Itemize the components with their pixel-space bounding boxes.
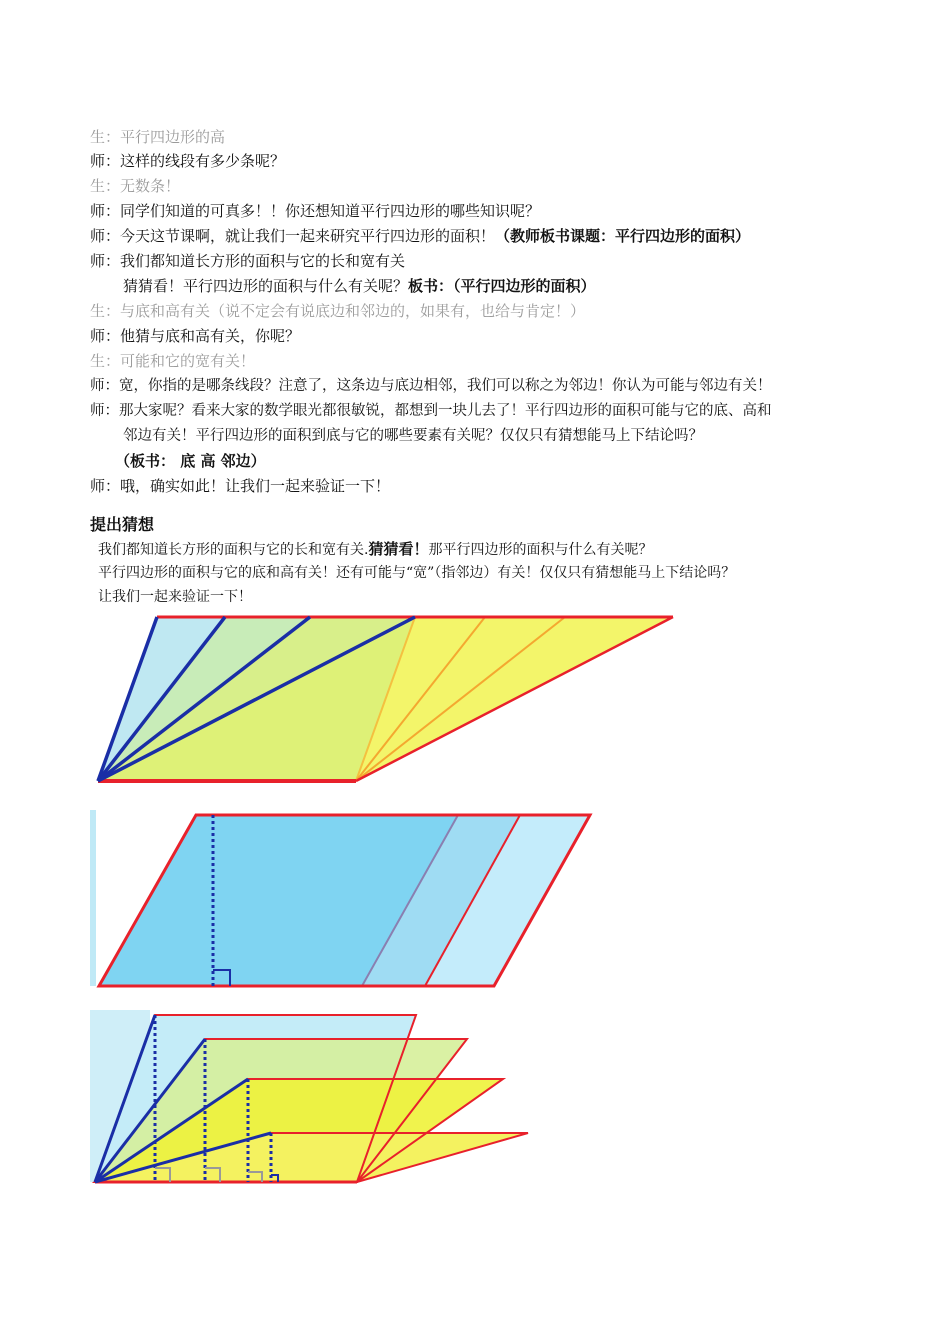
dialogue-line: 邻边有关！平行四边形的面积到底与它的哪些要素有关呢？仅仅只有猜想能马上下结论吗？ [123,428,703,444]
board-note: （教师板书课题：平行四边形的面积） [495,227,751,245]
dialogue-line: 生：与底和高有关（说不定会有说底边和邻边的，如果有，也给与肯定！） [90,302,586,320]
dialogue-line: 师：他猜与底和高有关，你呢？ [90,327,301,345]
dialogue-line: 生：可能和它的宽有关！ [90,352,256,370]
dialogue-line: 生：无数条！ [90,177,181,195]
para-text: 那平行四边形的面积与什么有关呢？ [428,542,653,558]
para-text: 我们都知道长方形的面积与它的长和宽有关. [98,542,369,558]
dialogue-line: 师：这样的线段有多少条呢？ [90,152,286,170]
para-emphasis: 猜猜看！ [368,540,429,558]
board-note: 板书：（平行四边形的面积） [408,277,596,295]
figure-adjacent-sides [98,617,673,781]
dialogue-line: 师：同学们知道的可真多！！你还想知道平行四边形的哪些知识呢？ [90,202,541,220]
dialogue-line: 师：哦，确实如此！让我们一起来验证一下！ [90,477,391,495]
section-paragraph: 让我们一起来验证一下！ [98,589,252,605]
section-title: 提出猜想 [90,515,155,534]
dialogue-line: 师：宽，你指的是哪条线段？注意了，这条边与底边相邻，我们可以称之为邻边！你认为可能与邻边有关！ [90,378,772,394]
section-paragraph: 平行四边形的面积与它的底和高有关！还有可能与“宽”（指邻边）有关！仅仅只有猜想能马上下结论吗？ [98,565,736,581]
dialogue-text: 猜猜看！平行四边形的面积与什么有关呢？ [123,277,409,295]
figure-same-height [90,810,590,986]
board-note: （板书： 底 高 邻边） [115,452,266,470]
dialogue-line: 师：我们都知道长方形的面积与它的长和宽有关 [90,252,406,270]
dialogue-line: 师：那大家呢？看来大家的数学眼光都很敏锐，都想到一块儿去了！平行四边形的面积可能与它的底、高和 [90,403,772,419]
dialogue-text: 师：今天这节课啊，就让我们一起来研究平行四边形的面积！ [90,227,496,245]
figure-different-heights [90,1010,528,1182]
dialogue-line: 生：平行四边形的高 [90,128,226,146]
